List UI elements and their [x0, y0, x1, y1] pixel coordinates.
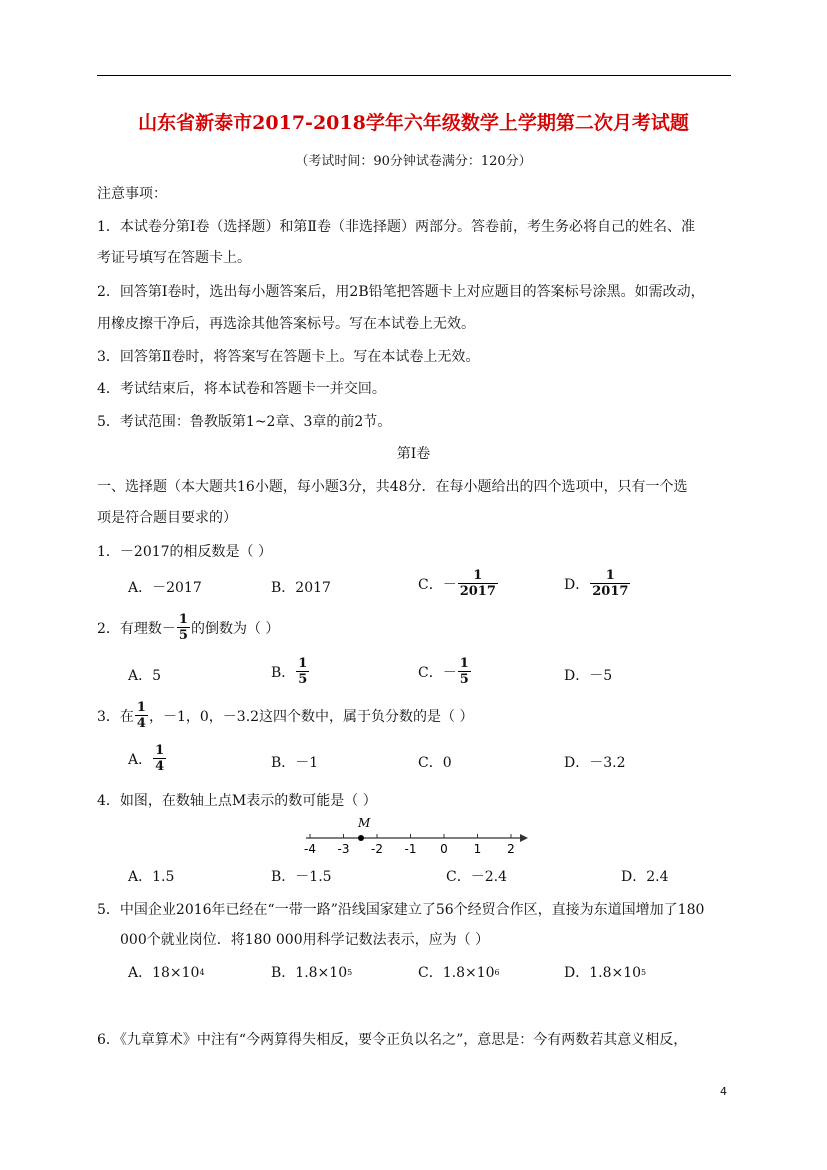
q5-option-d: D．1.8×10 5 — [564, 965, 647, 981]
point-m-marker — [358, 835, 364, 841]
number-line-tick-label: 2 — [507, 842, 515, 856]
question-4-stem: 4．如图，在数轴上点M表示的数可能是（ ） — [97, 793, 377, 809]
q2-option-b: B． $\frac{1}{5}$ — [271, 656, 308, 687]
q5-option-b: B．1.8×10 5 — [271, 965, 353, 981]
fraction: $\frac{1}{4}$ — [155, 743, 165, 774]
number-line-ticks — [304, 834, 515, 856]
number-line-tick-label: -1 — [404, 842, 417, 856]
note-line: 4．考试结束后，将本试卷和答题卡一并交回。 — [97, 381, 386, 397]
q4-option-a: A．1.5 — [128, 869, 175, 885]
axis-arrow-icon — [520, 834, 528, 842]
q3-option-a: A． $\frac{1}{4}$ — [128, 743, 165, 774]
q2-option-a: A．5 — [128, 668, 162, 684]
q1-option-b: B．2017 — [271, 580, 331, 596]
q4-option-c: C．－2.4 — [446, 869, 507, 885]
number-line-tick-label: -4 — [304, 842, 316, 856]
note-line: 用橡皮擦干净后，再选涂其他答案标号。写在本试卷上无效。 — [97, 316, 475, 332]
fraction: $\frac{1}{5}$ — [298, 656, 308, 687]
note-line: 考证号填写在答题卡上。 — [97, 250, 251, 266]
q1-option-a: A．－2017 — [128, 580, 202, 596]
number-line-tick-label: 1 — [473, 842, 482, 856]
number-line-figure — [296, 812, 532, 856]
q4-option-d: D．2.4 — [621, 869, 669, 885]
question-2-stem: 2．有理数－ $\frac{1}{5}$ 的倒数为（ ） — [97, 612, 280, 643]
fraction: $\frac{1}{2017}$ — [459, 568, 496, 599]
number-line-tick-label: 0 — [440, 842, 448, 856]
q1-option-c: C．－ $\frac{1}{2017}$ — [418, 568, 496, 599]
question-5-line: 5．中国企业2016年已经在“一带一路”沿线国家建立了56个经贸合作区，直接为东道国增加了180 — [97, 902, 705, 918]
note-line: 5．考试范围：鲁教版第1~2章、3章的前2节。 — [97, 414, 392, 430]
note-line: 1．本试卷分第Ⅰ卷（选择题）和第Ⅱ卷（非选择题）两部分。答卷前，考生务必将自己的姓名、准 — [97, 219, 695, 235]
question-1-stem: 1．－2017的相反数是（ ） — [97, 544, 272, 560]
q3-option-d: D．－3.2 — [564, 755, 626, 771]
question-5-line: 000个就业岗位．将180 000用科学记数法表示，应为（ ） — [120, 932, 490, 948]
q2-option-d: D．－5 — [564, 668, 613, 684]
fraction: $\frac{1}{5}$ — [178, 612, 188, 643]
note-line: 2．回答第Ⅰ卷时，选出每小题答案后，用2B铅笔把答题卡上对应题目的答案标号涂黑。如需改动， — [97, 284, 705, 300]
section-intro-line: 项是符合题目要求的） — [97, 510, 237, 526]
fraction: $\frac{1}{2017}$ — [592, 568, 629, 599]
fraction: $\frac{1}{4}$ — [136, 700, 146, 731]
fraction: $\frac{1}{5}$ — [459, 656, 469, 687]
page-number: 4 — [720, 1085, 727, 1098]
notes-heading: 注意事项： — [97, 186, 167, 202]
q4-option-b: B．－1.5 — [271, 869, 332, 885]
q2-option-c: C．－ $\frac{1}{5}$ — [418, 656, 469, 687]
section-intro-line: 一、选择题（本大题共16小题，每小题3分，共48分．在每小题给出的四个选项中，只有一个选 — [97, 479, 688, 495]
q3-option-c: C．0 — [418, 755, 452, 771]
q5-option-c: C．1.8×10 6 — [418, 965, 500, 981]
section-title: 第Ⅰ卷 — [396, 446, 431, 462]
point-m-label: M — [358, 816, 371, 830]
q3-option-b: B．－1 — [271, 755, 319, 771]
q1-option-d: D． $\frac{1}{2017}$ — [564, 568, 629, 599]
note-line: 3．回答第Ⅱ卷时，将答案写在答题卡上。写在本试卷上无效。 — [97, 349, 480, 365]
question-6-line: 6．《九章算术》中注有“今两算得失相反，要令正负以名之”，意思是：今有两数若其意义相反， — [97, 1032, 688, 1048]
page-title: 山东省新泰市2017-2018学年六年级数学上学期第二次月考试题 — [138, 112, 689, 134]
top-rule — [97, 75, 731, 76]
number-line-tick-label: -3 — [337, 842, 350, 856]
q5-option-a: A．18×10 4 — [128, 965, 205, 981]
question-3-stem: 3．在 $\frac{1}{4}$ ，－1，0，－3.2这四个数中，属于负分数的是（ ） — [97, 700, 474, 731]
number-line-tick-label: -2 — [371, 842, 383, 856]
exam-info: （考试时间：90分钟试卷满分：120分） — [295, 154, 532, 169]
